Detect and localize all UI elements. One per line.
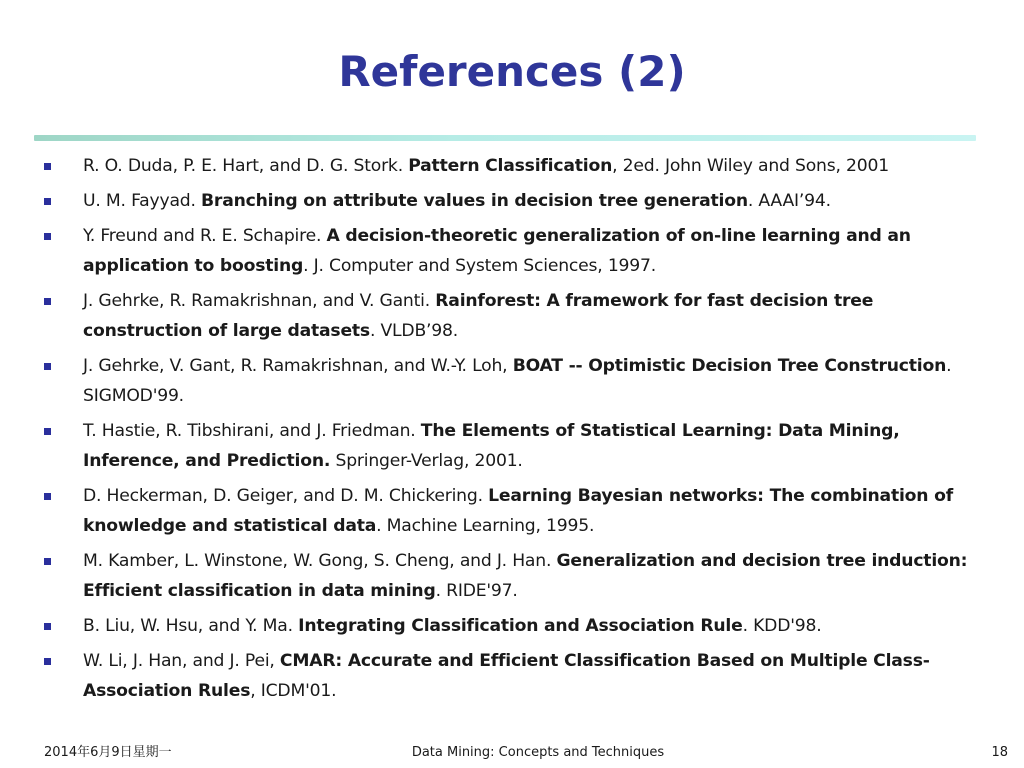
reference-title: CMAR: Accurate and Efficient Classification Based on Multiple Class-Association Rules (83, 651, 930, 701)
reference-title: Pattern Classification (408, 156, 613, 176)
reference-item (0, 351, 1024, 411)
square-bullet-icon (44, 163, 51, 170)
footer-date: 2014年6月9日星期一 (44, 745, 172, 760)
reference-title: Generalization and decision tree induction: Efficient classification in data mining (83, 551, 968, 601)
title-divider (34, 135, 976, 141)
reference-authors: T. Hastie, R. Tibshirani, and J. Friedman. (83, 421, 421, 441)
square-bullet-icon (44, 233, 51, 240)
reference-authors: B. Liu, W. Hsu, and Y. Ma. (83, 616, 299, 636)
reference-title: Rainforest: A framework for fast decision tree construction of large datasets (83, 291, 874, 341)
reference-item (0, 481, 1024, 541)
reference-venue: , 2ed. John Wiley and Sons, 2001 (612, 156, 889, 176)
reference-venue: . VLDB’98. (369, 321, 459, 341)
reference-item (0, 186, 1024, 216)
reference-authors: J. Gehrke, R. Ramakrishnan, and V. Ganti. (83, 291, 436, 311)
footer-title: Data Mining: Concepts and Techniques (411, 745, 665, 760)
reference-authors: U. M. Fayyad. (83, 191, 202, 211)
reference-item (0, 151, 1024, 181)
square-bullet-icon (44, 198, 51, 205)
square-bullet-icon (44, 658, 51, 665)
page-number: 18 (991, 745, 1008, 760)
reference-venue: . SIGMOD'99. (83, 356, 952, 406)
reference-authors: Y. Freund and R. E. Schapire. (83, 226, 327, 246)
reference-venue: . AAAI’94. (747, 191, 831, 211)
reference-list (0, 151, 1024, 711)
reference-authors: D. Heckerman, D. Geiger, and D. M. Chickering. (83, 486, 489, 506)
reference-authors: J. Gehrke, V. Gant, R. Ramakrishnan, and W.-Y. Loh, (83, 356, 513, 376)
reference-venue: . KDD'98. (742, 616, 822, 636)
reference-venue: . RIDE'97. (435, 581, 518, 601)
reference-title: Learning Bayesian networks: The combination of knowledge and statistical data (83, 486, 953, 536)
reference-venue: , ICDM'01. (250, 681, 337, 701)
reference-item (0, 221, 1024, 281)
reference-item (0, 646, 1024, 706)
reference-authors: R. O. Duda, P. E. Hart, and D. G. Stork. (83, 156, 409, 176)
reference-item (0, 546, 1024, 606)
reference-item (0, 611, 1024, 641)
slide-title: References (2) (338, 47, 686, 96)
reference-title: A decision-theoretic generalization of on-line learning and an application to boosting (83, 226, 911, 276)
reference-venue: . J. Computer and System Sciences, 1997. (303, 256, 657, 276)
reference-authors: W. Li, J. Han, and J. Pei, (83, 651, 280, 671)
reference-title: Branching on attribute values in decision tree generation (201, 191, 748, 211)
reference-item (0, 286, 1024, 346)
square-bullet-icon (44, 558, 51, 565)
reference-venue: . Machine Learning, 1995. (376, 516, 595, 536)
square-bullet-icon (44, 298, 51, 305)
reference-title: The Elements of Statistical Learning: Data Mining, Inference, and Prediction. (83, 421, 900, 471)
square-bullet-icon (44, 493, 51, 500)
reference-title: Integrating Classification and Association Rule (298, 616, 743, 636)
square-bullet-icon (44, 363, 51, 370)
square-bullet-icon (44, 428, 51, 435)
reference-venue: Springer-Verlag, 2001. (330, 451, 523, 471)
reference-authors: M. Kamber, L. Winstone, W. Gong, S. Cheng, and J. Han. (83, 551, 557, 571)
reference-title: BOAT -- Optimistic Decision Tree Construction (512, 356, 947, 376)
reference-item (0, 416, 1024, 476)
square-bullet-icon (44, 623, 51, 630)
